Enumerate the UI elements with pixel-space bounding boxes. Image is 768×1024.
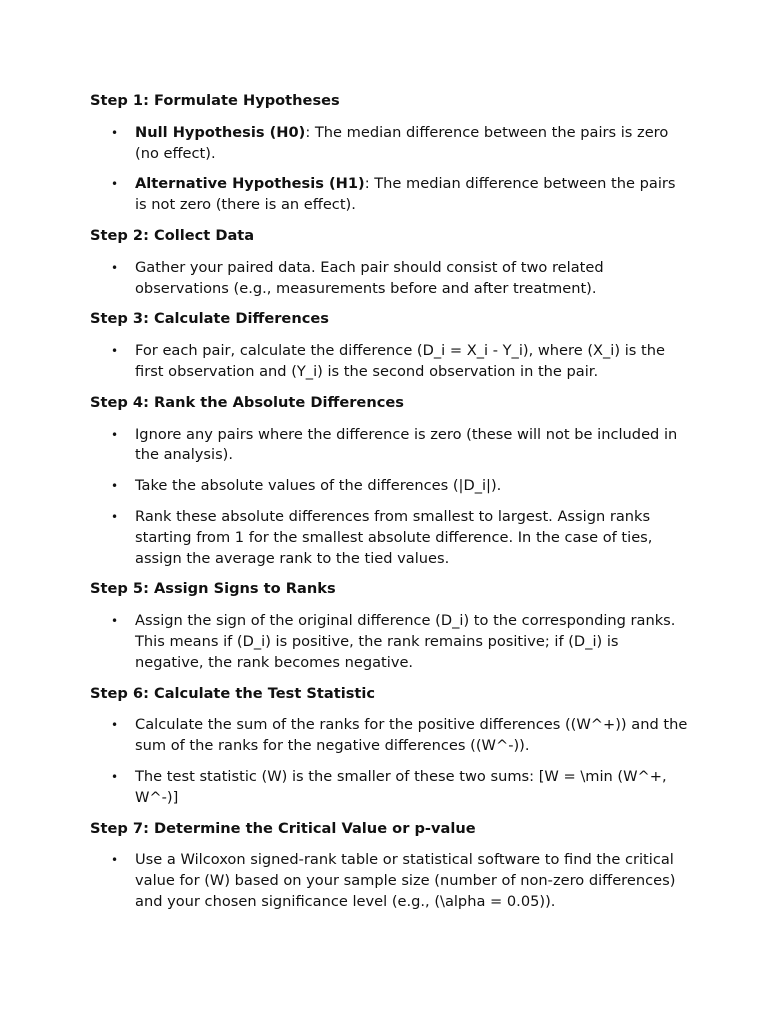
bullet-icon: • — [111, 479, 119, 494]
bullet-list — [90, 850, 690, 912]
bullet-icon: • — [111, 853, 119, 868]
step-heading: Step 6: Calculate the Test Statistic — [90, 684, 376, 702]
bullet-list — [90, 123, 690, 216]
step-heading: Step 2: Collect Data — [90, 226, 255, 244]
list-item — [90, 850, 690, 912]
list-item — [90, 341, 690, 383]
term-label: Alternative Hypothesis (H1) — [135, 175, 365, 193]
bullet-icon: • — [111, 177, 119, 192]
step-heading: Step 7: Determine the Critical Value or p-value — [90, 819, 476, 837]
step-section — [90, 579, 690, 673]
step-section — [90, 226, 690, 299]
list-item-text: Use a Wilcoxon signed-rank table or statistical software to find the critical value for (W) based on your sample size (number of non-zero differences) and your chosen significance level (e.g., (\alpha = 0.05)). — [135, 851, 676, 910]
step-heading: Step 5: Assign Signs to Ranks — [90, 580, 336, 598]
step-section — [90, 309, 690, 382]
term-label: Null Hypothesis (H0) — [135, 123, 306, 141]
bullet-icon: • — [111, 260, 119, 275]
bullet-icon: • — [111, 344, 119, 359]
step-heading: Step 1: Formulate Hypotheses — [90, 92, 340, 109]
step-heading: Step 3: Calculate Differences — [90, 310, 329, 328]
bullet-list — [90, 611, 690, 673]
step-section — [90, 91, 690, 216]
bullet-icon: • — [111, 125, 119, 140]
step-section — [90, 819, 690, 913]
list-item-text: The test statistic (W) is the smaller of these two sums: [W = \min (W^+, W^-)] — [135, 767, 667, 806]
list-item — [90, 611, 690, 673]
list-item — [90, 123, 690, 165]
bullet-icon: • — [111, 614, 119, 629]
step-section — [90, 684, 690, 809]
bullet-icon: • — [111, 769, 119, 784]
bullet-list — [90, 425, 690, 570]
list-item — [90, 425, 690, 467]
list-item — [90, 258, 690, 300]
bullet-icon: • — [111, 509, 119, 524]
list-item-text: : The median difference between the pairs is zero (no effect). — [135, 123, 669, 162]
list-item-text: Take the absolute values of the differences (|D_i|). — [135, 477, 502, 495]
document-body — [90, 91, 690, 913]
list-item-text: Ignore any pairs where the difference is zero (these will not be included in the analysis). — [135, 425, 678, 464]
list-item-text: Calculate the sum of the ranks for the positive differences ((W^+)) and the sum of the ranks for the negative differences ((W^-)). — [135, 716, 688, 755]
bullet-icon: • — [111, 427, 119, 442]
bullet-list — [90, 715, 690, 808]
list-item — [90, 476, 690, 497]
list-item-text: Rank these absolute differences from smallest to largest. Assign ranks starting from 1 for the smallest absolute difference. In the case of ties, assign the average rank to the tied values. — [135, 507, 653, 567]
step-section — [90, 393, 690, 570]
step-heading: Step 4: Rank the Absolute Differences — [90, 393, 404, 411]
list-item-text: For each pair, calculate the difference (D_i = X_i - Y_i), where (X_i) is the first observation and (Y_i) is the second observation in the pair. — [135, 342, 665, 380]
list-item — [90, 715, 690, 757]
bullet-list — [90, 258, 690, 300]
list-item — [90, 174, 690, 216]
list-item — [90, 507, 690, 569]
list-item-text: Gather your paired data. Each pair should consist of two related observations (e.g., measurements before and after treatment). — [135, 258, 604, 297]
list-item — [90, 767, 690, 809]
list-item-text: : The median difference between the pairs is not zero (there is an effect). — [135, 175, 676, 214]
list-item-text: Assign the sign of the original difference (D_i) to the corresponding ranks. This means if (D_i) is positive, the rank remains positive; if (D_i) is negative, the rank becomes negative. — [135, 612, 676, 671]
bullet-icon: • — [111, 718, 119, 733]
bullet-list — [90, 341, 690, 383]
